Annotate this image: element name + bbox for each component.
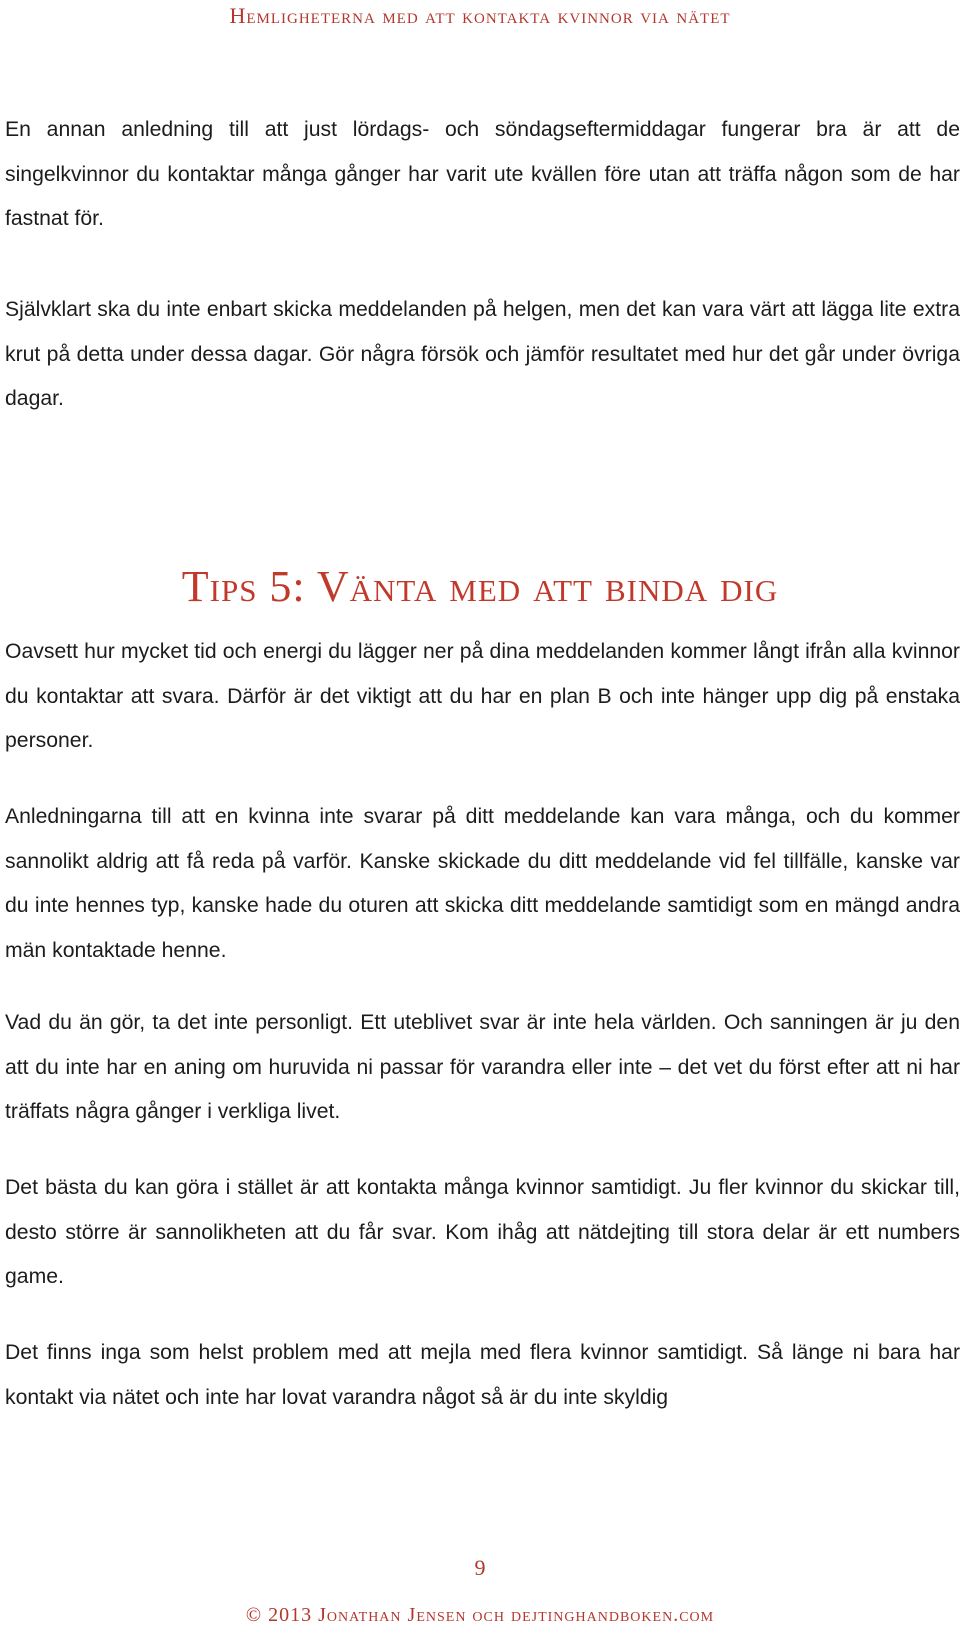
paragraph: Det bästa du kan göra i stället är att kontakta många kvinnor samtidigt. Ju fler kvinnor du skickar till, desto större är sannolikheten att du får svar. Kom ihåg att nätdejting till stora delar är ett numbers game. xyxy=(5,1176,960,1288)
running-header: Hemligheterna med att kontakta kvinnor via nätet xyxy=(229,3,731,28)
paragraph: Det finns inga som helst problem med att mejla med flera kvinnor samtidigt. Så länge ni bara har kontakt via nätet och inte har lovat varandra något så är du inte skyldig xyxy=(5,1341,960,1409)
paragraph: En annan anledning till att just lördags- och söndagseftermiddagar fungerar bra är att de singelkvinnor du kontaktar många gånger har varit ute kvällen före utan att träffa någon som de har fastnat för. xyxy=(5,118,960,230)
paragraph: Anledningarna till att en kvinna inte svarar på ditt meddelande kan vara många, och du kommer sannolikt aldrig att få reda på varför. Kanske skickade du ditt meddelande vid fel tillfälle, kanske var du inte hennes typ, kanske hade du oturen att skicka ditt meddelande samtidigt som en mängd andra män kontaktade henne. xyxy=(5,805,960,962)
section-heading: Tips 5: Vänta med att binda dig xyxy=(181,562,779,611)
paragraph: Självklart ska du inte enbart skicka meddelanden på helgen, men det kan vara värt att lägga lite extra krut på detta under dessa dagar. Gör några försök och jämför resultatet med hur det går under övriga dagar. xyxy=(5,298,960,410)
paragraph: Vad du än gör, ta det inte personligt. Ett uteblivet svar är inte hela världen. Och sanningen är ju den att du inte har en aning om huruvida ni passar för varandra eller inte – det vet du först efter att ni har träffats några gånger i verkliga livet. xyxy=(5,1011,960,1123)
paragraph: Oavsett hur mycket tid och energi du lägger ner på dina meddelanden kommer långt ifrån alla kvinnor du kontaktar att svara. Därför är det viktigt att du har en plan B och inte hänger upp dig på enstaka personer. xyxy=(5,640,960,752)
copyright-footer: © 2013 Jonathan Jensen och dejtinghandboken.com xyxy=(245,1604,715,1626)
page-number: 9 xyxy=(474,1555,486,1580)
